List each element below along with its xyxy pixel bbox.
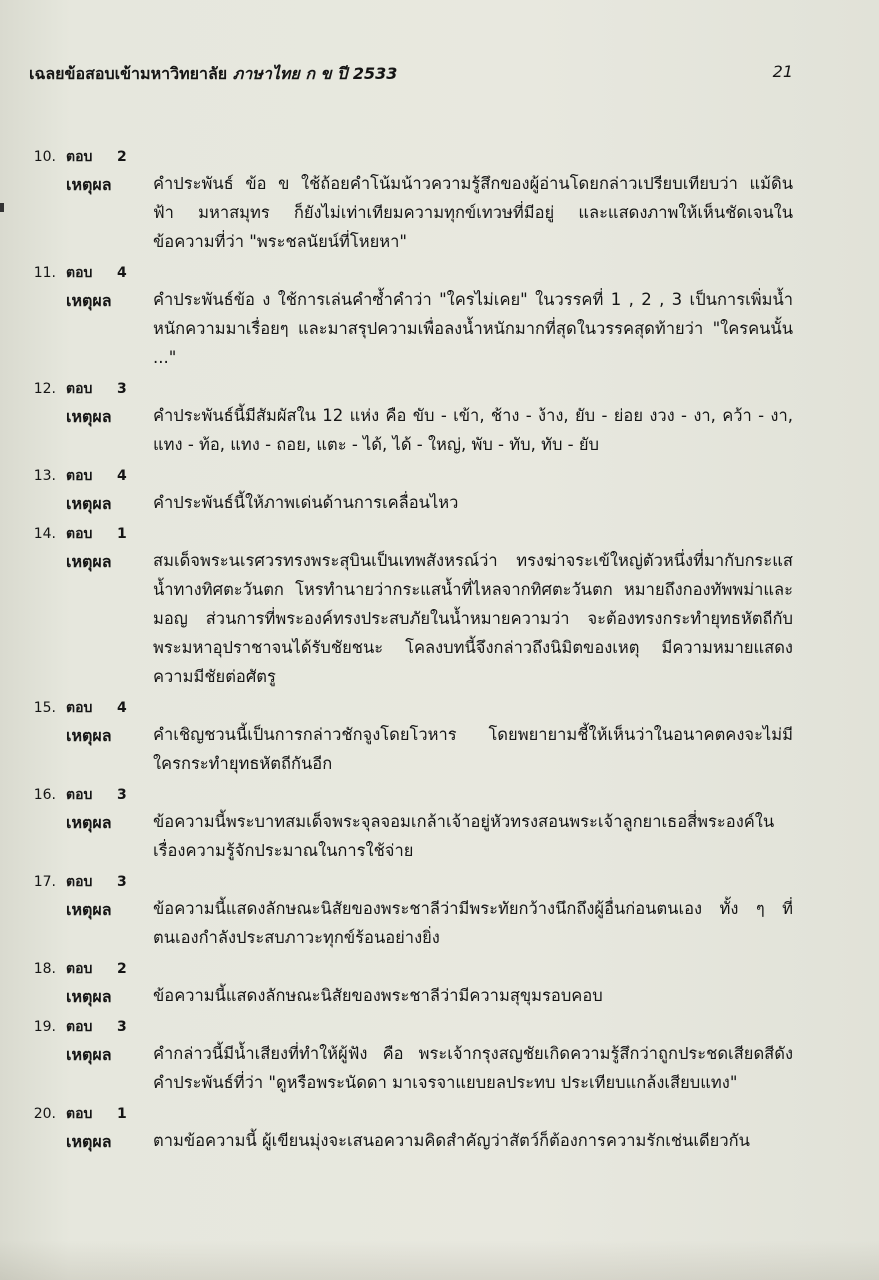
reason-label: เหตุผล	[66, 552, 112, 571]
question-row	[0, 1016, 879, 1039]
subject-title: ภาษาไทย ก ข	[232, 64, 332, 83]
answer-item	[0, 958, 879, 1010]
answer-label: ตอบ	[66, 961, 93, 977]
answer-item	[0, 146, 879, 256]
answer-choice: 4	[117, 468, 127, 484]
answer-item	[0, 1103, 879, 1155]
question-number: 17.	[33, 874, 56, 890]
answer-item	[0, 784, 879, 865]
answer-label: ตอบ	[66, 526, 93, 542]
question-row	[0, 784, 879, 807]
answer-choice: 1	[117, 1106, 127, 1122]
header-title-line	[29, 62, 397, 87]
question-row	[0, 378, 879, 401]
reason-row	[0, 894, 879, 952]
answer-choice: 4	[117, 265, 127, 281]
reason-label: เหตุผล	[66, 291, 112, 310]
answer-choice: 1	[117, 526, 127, 542]
reason-label: เหตุผล	[66, 813, 112, 832]
reason-label: เหตุผล	[66, 726, 112, 745]
answer-label: ตอบ	[66, 1106, 93, 1122]
answer-label: ตอบ	[66, 265, 93, 281]
question-number: 18.	[33, 961, 56, 977]
question-row	[0, 871, 879, 894]
reason-label: เหตุผล	[66, 494, 112, 513]
question-number: 20.	[33, 1106, 56, 1122]
question-row	[0, 465, 879, 488]
answer-item	[0, 697, 879, 778]
question-number: 15.	[33, 700, 56, 716]
question-number: 16.	[33, 787, 56, 803]
reason-text: คำกล่าวนี้มีน้ำเสียงที่ทำให้ผู้ฟัง คือ พระเจ้ากรุงสญชัยเกิดความรู้สึกว่าถูกประชดเสียดสีดังคำประพันธ์ที่ว่า "ดูหรือพระนัดดา มาเจรจาแยบยลประทบ ประเทียบแกล้งเสียบแทง"	[153, 1044, 793, 1092]
answer-label: ตอบ	[66, 874, 93, 890]
question-number: 19.	[33, 1019, 56, 1035]
reason-row	[0, 1126, 879, 1155]
reason-row	[0, 488, 879, 517]
running-header	[29, 62, 793, 88]
question-row	[0, 1103, 879, 1126]
answer-label: ตอบ	[66, 700, 93, 716]
reason-text: ตามข้อความนี้ ผู้เขียนมุ่งจะเสนอความคิดสำคัญว่าสัตว์ก็ต้องการความรักเช่นเดียวกัน	[153, 1131, 750, 1150]
answer-choice: 2	[117, 961, 127, 977]
reason-row	[0, 169, 879, 256]
reason-text: คำประพันธ์ข้อ ง ใช้การเล่นคำซ้ำคำว่า "ใครไม่เคย" ในวรรคที่ 1 , 2 , 3 เป็นการเพิ่มน้ำหนักความมาเรื่อยๆ และมาสรุปความเพื่อลงน้ำหนักมากที่สุดในวรรคสุดท้ายว่า "ใครคนนั้น ..."	[153, 290, 793, 367]
reason-row	[0, 401, 879, 459]
reason-row	[0, 1039, 879, 1097]
reason-row	[0, 546, 879, 691]
question-row	[0, 523, 879, 546]
question-number: 11.	[33, 265, 56, 281]
question-number: 10.	[33, 149, 56, 165]
answer-choice: 3	[117, 1019, 127, 1035]
answer-label: ตอบ	[66, 787, 93, 803]
reason-text: ข้อความนี้แสดงลักษณะนิสัยของพระชาลีว่ามีพระทัยกว้างนึกถึงผู้อื่นก่อนตนเอง ทั้ง ๆ ที่ตนเองกำลังประสบภาวะทุกข์ร้อนอย่างยิ่ง	[153, 899, 793, 947]
reason-text: คำประพันธ์นี้ให้ภาพเด่นด้านการเคลื่อนไหว	[153, 493, 459, 512]
answer-item	[0, 465, 879, 517]
question-number: 14.	[33, 526, 56, 542]
answer-item	[0, 378, 879, 459]
question-row	[0, 146, 879, 169]
reason-label: เหตุผล	[66, 987, 112, 1006]
reason-row	[0, 981, 879, 1010]
reason-text: ข้อความนี้แสดงลักษณะนิสัยของพระชาลีว่ามีความสุขุมรอบคอบ	[153, 986, 603, 1005]
reason-text: ข้อความนี้พระบาทสมเด็จพระจุลจอมเกล้าเจ้าอยู่หัวทรงสอนพระเจ้าลูกยาเธอสี่พระองค์ในเรื่องความรู้จักประมาณในการใช้จ่าย	[153, 812, 775, 860]
question-row	[0, 262, 879, 285]
reason-label: เหตุผล	[66, 1132, 112, 1151]
answer-list	[0, 140, 879, 1159]
answer-item	[0, 262, 879, 372]
reason-label: เหตุผล	[66, 175, 112, 194]
reason-label: เหตุผล	[66, 407, 112, 426]
reason-text: คำเชิญชวนนี้เป็นการกล่าวชักจูงโดยโวหาร โดยพยายามชี้ให้เห็นว่าในอนาคตคงจะไม่มีใครกระทำยุทธหัตถีกันอีก	[153, 725, 793, 773]
exam-year: ปี 2533	[337, 64, 398, 83]
reason-text: สมเด็จพระนเรศวรทรงพระสุบินเป็นเทพสังหรณ์ว่า ทรงฆ่าจระเข้ใหญ่ตัวหนึ่งที่มากับกระแสน้ำทางทิศตะวันตก โหรทำนายว่ากระแสน้ำที่ไหลจากทิศตะวันตก หมายถึงกองทัพพม่าและมอญ ส่วนการที่พระองค์ทรงประสบภัยในน้ำหมายความว่า จะต้องทรงกระทำยุทธหัตถีกับพระมหาอุปราชาจนได้รับชัยชนะ โคลงบทนี้จึงกล่าวถึงนิมิตของเหตุ มีความหมายแสดงความมีชัยต่อศัตรู	[153, 551, 793, 686]
answer-label: ตอบ	[66, 1019, 93, 1035]
answer-item	[0, 871, 879, 952]
answer-choice: 3	[117, 787, 127, 803]
question-number: 13.	[33, 468, 56, 484]
page-shadow	[0, 1240, 879, 1280]
answer-label: ตอบ	[66, 468, 93, 484]
reason-row	[0, 285, 879, 372]
answer-choice: 4	[117, 700, 127, 716]
page-number: 21	[772, 62, 793, 81]
question-row	[0, 958, 879, 981]
reason-row	[0, 720, 879, 778]
reason-text: คำประพันธ์นี้มีสัมผัสใน 12 แห่ง คือ ขับ - เข้า, ช้าง - ง้าง, ยับ - ย่อย งวง - งา, คว้า - งา, แทง - ท้อ, แทง - ถอย, แตะ - ได้, ได้ - ใหญ่, พับ - ทับ, ทับ - ยับ	[153, 406, 793, 454]
answer-label: ตอบ	[66, 149, 93, 165]
answer-label: ตอบ	[66, 381, 93, 397]
book-title: เฉลยข้อสอบเข้ามหาวิทยาลัย	[29, 64, 228, 83]
reason-label: เหตุผล	[66, 900, 112, 919]
reason-row	[0, 807, 879, 865]
answer-choice: 3	[117, 381, 127, 397]
reason-label: เหตุผล	[66, 1045, 112, 1064]
answer-item	[0, 1016, 879, 1097]
answer-choice: 2	[117, 149, 127, 165]
answer-choice: 3	[117, 874, 127, 890]
question-row	[0, 697, 879, 720]
reason-text: คำประพันธ์ ข้อ ข ใช้ถ้อยคำโน้มน้าวความรู้สึกของผู้อ่านโดยกล่าวเปรียบเทียบว่า แม้ดิน ฟ้า มหาสมุทร ก็ยังไม่เท่าเทียมความทุกข์เทวษที่มีอยู่ และแสดงภาพให้เห็นชัดเจนในข้อความที่ว่า "พระชลนัยน์ที่โหยหา"	[153, 174, 793, 251]
question-number: 12.	[33, 381, 56, 397]
answer-item	[0, 523, 879, 691]
